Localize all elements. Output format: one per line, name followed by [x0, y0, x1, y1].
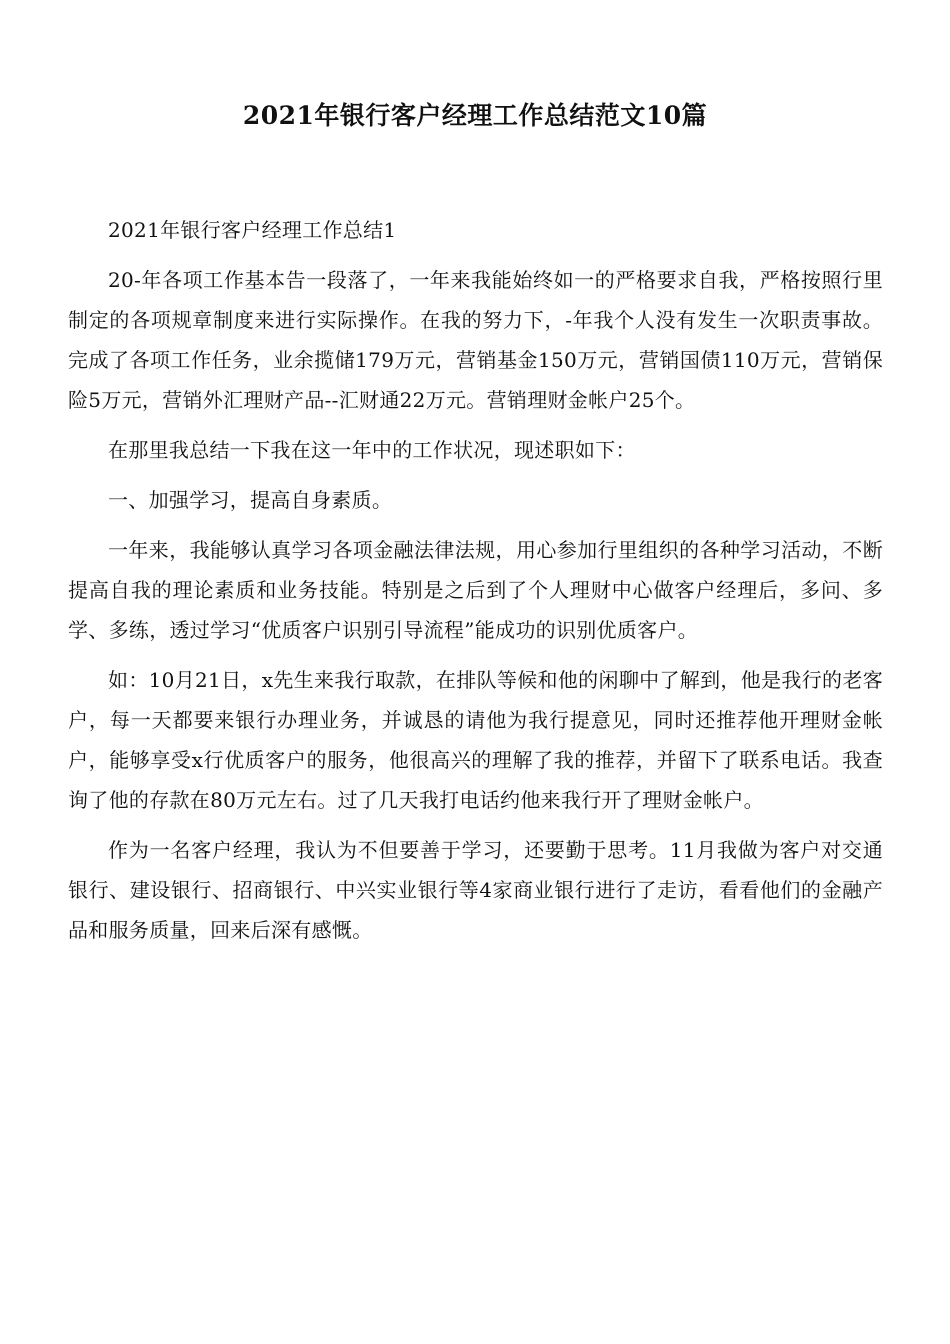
document-body — [68, 210, 883, 960]
subsection-heading: 一、加强学习，提高自身素质。 — [108, 488, 393, 512]
paragraph: 如：10月21日，x先生来我行取款，在排队等候和他的闲聊中了解到，他是我行的老客户，每一天都要来银行办理业务，并诚恳的请他为我行提意见，同时还推荐他开理财金帐户，能够享受x行优质客户的服务，他很高兴的理解了我的推荐，并留下了联系电话。我查询了他的存款在80万元左右。过了几天我打电话约他来我行开了理财金帐户。 — [68, 668, 883, 812]
document-title: 2021年银行客户经理工作总结范文10篇 — [242, 101, 708, 130]
paragraph: 在那里我总结一下我在这一年中的工作状况，现述职如下： — [108, 438, 636, 462]
paragraph: 20-年各项工作基本告一段落了，一年来我能始终如一的严格要求自我，严格按照行里制定的各项规章制度来进行实际操作。在我的努力下，-年我个人没有发生一次职责事故。完成了各项工作任务，业余揽储179万元，营销基金150万元，营销国债110万元，营销保险5万元，营销外汇理财产品--汇财通22万元。营销理财金帐户25个。 — [68, 268, 883, 412]
paragraph: 作为一名客户经理，我认为不但要善于学习，还要勤于思考。11月我做为客户对交通银行、建设银行、招商银行、中兴实业银行等4家商业银行进行了走访，看看他们的金融产品和服务质量，回来后深有感慨。 — [68, 838, 883, 942]
section-heading: 2021年银行客户经理工作总结1 — [108, 218, 397, 242]
paragraph: 一年来，我能够认真学习各项金融法律法规，用心参加行里组织的各种学习活动，不断提高自我的理论素质和业务技能。特别是之后到了个人理财中心做客户经理后，多问、多学、多练，透过学习“优质客户识别引导流程”能成功的识别优质客户。 — [68, 538, 883, 642]
